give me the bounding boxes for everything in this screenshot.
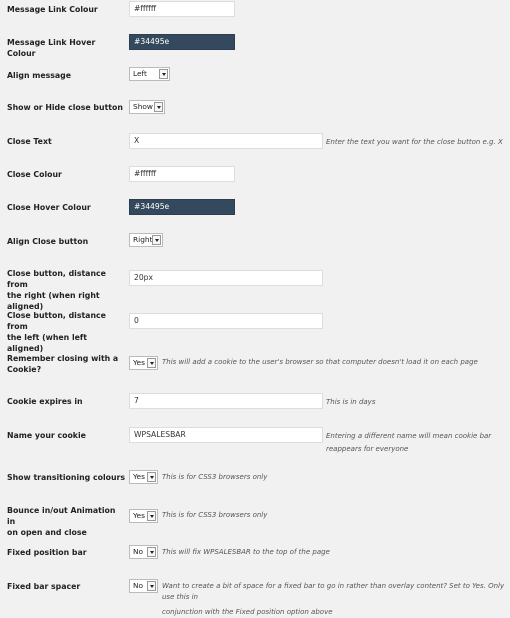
label-close-right-line2: the right (when right aligned) [7,291,100,311]
label-show-hide-close: Show or Hide close button [7,103,123,112]
show-hide-close-select[interactable] [129,100,165,114]
fixed-spacer-select[interactable] [129,579,158,593]
label-close-left [7,310,125,354]
remember-closing-select[interactable] [129,356,158,370]
fixed-position-description: This will fix WPSALESBAR to the top of the page [162,548,330,556]
label-remember-closing-line2: Cookie? [7,365,42,374]
remember-closing-description: This will add a cookie to the user's browser so that computer doesn't load it on each page [162,358,478,366]
cookie-name-input[interactable]: WPSALESBAR [129,427,323,443]
label-bounce-animation [7,505,125,538]
label-close-hover-colour: Close Hover Colour [7,203,91,212]
close-right-input[interactable]: 20px [129,270,323,286]
label-close-left-line1: Close button, distance from [7,311,106,331]
label-cookie-expires: Cookie expires in [7,397,83,406]
fixed-spacer-value: No [133,581,144,590]
label-bounce-animation-line1: Bounce in/out Animation in [7,506,116,526]
label-close-text: Close Text [7,137,52,146]
label-message-link-hover-colour: Message Link Hover Colour [7,38,96,58]
fixed-spacer-description-line1: Want to create a bit of space for a fixed bar to go in rather than overlay content? Set to Yes. Only use this in [162,582,505,601]
close-text-description: Enter the text you want for the close button e.g. X [326,138,503,146]
fixed-position-select[interactable] [129,545,158,559]
cookie-name-description-line2: reappears for everyone [326,445,409,453]
fixed-spacer-description-line2: conjunction with the Fixed position option above [162,608,333,616]
align-message-select[interactable] [129,67,170,81]
transitioning-colours-value: Yes [133,472,145,481]
remember-closing-value: Yes [133,358,145,367]
label-close-colour: Close Colour [7,170,62,179]
cookie-expires-description: This is in days [326,398,376,406]
chevron-down-icon[interactable] [147,547,156,557]
bounce-animation-select[interactable] [129,509,158,523]
label-transitioning-colours: Show transitioning colours [7,473,126,482]
bounce-animation-value: Yes [133,511,145,520]
label-remember-closing-line1: Remember closing with a [7,354,119,363]
chevron-down-icon[interactable] [147,472,156,482]
label-bounce-animation-line2: on open and close [7,528,87,537]
transitioning-colours-description: This is for CSS3 browsers only [162,473,268,481]
message-link-colour-input[interactable]: #ffffff [129,1,235,17]
chevron-down-icon[interactable] [147,511,156,521]
label-cookie-name: Name your cookie [7,431,86,440]
chevron-down-icon[interactable] [159,69,168,79]
chevron-down-icon[interactable] [152,235,161,245]
chevron-down-icon[interactable] [147,581,156,591]
label-align-message: Align message [7,71,72,80]
cookie-name-description-line1: Entering a different name will mean cookie bar [326,432,492,440]
show-hide-close-value: Show [133,102,153,111]
cookie-name-description [326,431,491,455]
label-close-left-line2: the left (when left aligned) [7,333,88,353]
label-align-close: Align Close button [7,237,89,246]
fixed-position-value: No [133,547,144,556]
bounce-animation-description: This is for CSS3 browsers only [162,511,268,519]
close-colour-input[interactable]: #ffffff [129,166,235,182]
chevron-down-icon[interactable] [147,358,156,368]
align-close-select[interactable] [129,233,163,247]
align-message-value: Left [133,69,147,78]
label-fixed-position: Fixed position bar [7,548,87,557]
transitioning-colours-select[interactable] [129,470,158,484]
close-hover-colour-input[interactable]: #34495e [129,199,235,215]
label-message-link-colour: Message Link Colour [7,5,98,14]
cookie-expires-input[interactable]: 7 [129,393,323,409]
close-left-input[interactable]: 0 [129,313,323,329]
label-close-right-line1: Close button, distance from [7,269,106,289]
label-close-right [7,268,125,312]
close-text-input[interactable]: X [129,133,323,149]
label-fixed-spacer: Fixed bar spacer [7,582,81,591]
label-remember-closing [7,353,125,375]
message-link-hover-colour-input[interactable]: #34495e [129,34,235,50]
chevron-down-icon[interactable] [154,102,163,112]
align-close-value: Right [133,235,153,244]
